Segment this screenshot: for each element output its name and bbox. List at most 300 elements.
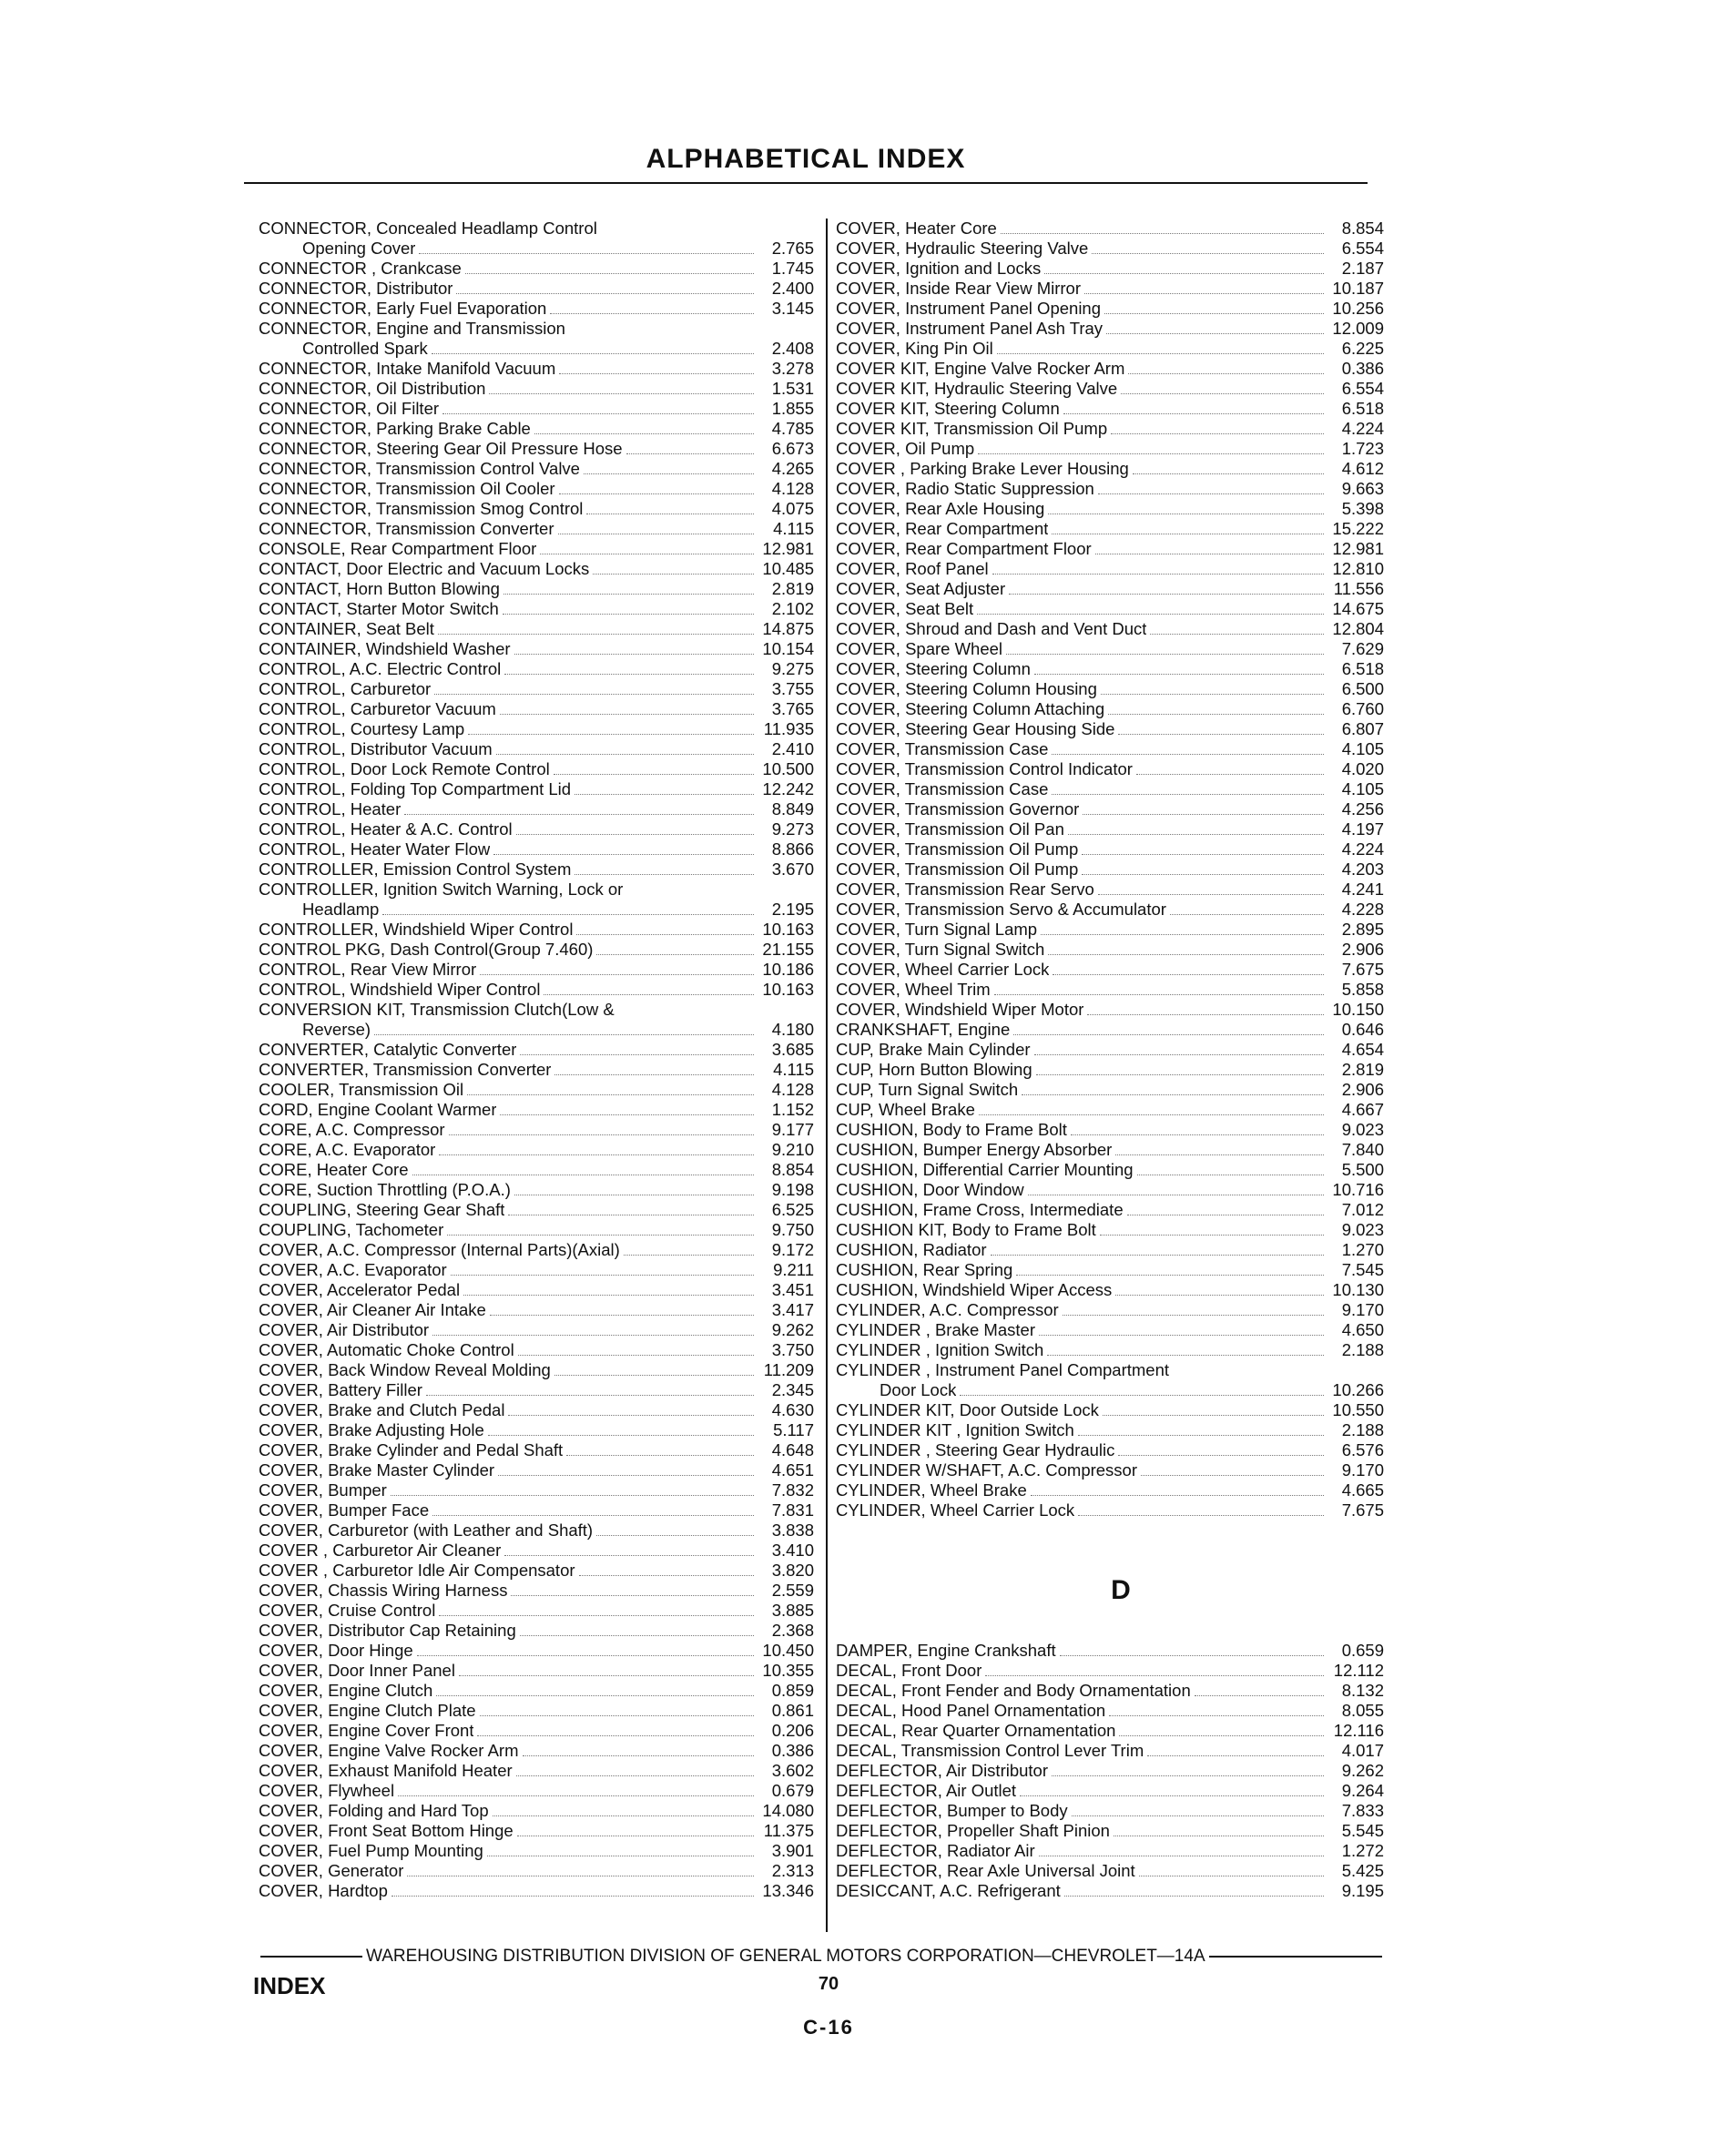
entry-label: COVER, A.C. Compressor (Internal Parts)(Axial)	[259, 1239, 620, 1259]
index-entry	[259, 940, 814, 960]
entry-label: CUSHION, Rear Spring	[836, 1260, 1013, 1279]
entry-page-ref: 1.531	[771, 378, 814, 398]
entry-label: CONSOLE, Rear Compartment Floor	[259, 538, 537, 558]
entry-page-ref: 10.500	[762, 758, 814, 778]
index-entry	[836, 1320, 1384, 1340]
dot-leader	[1141, 1475, 1324, 1476]
entry-page-ref: 4.128	[771, 478, 814, 498]
dot-leader	[1063, 1315, 1324, 1316]
index-entry	[259, 299, 814, 319]
dot-leader	[508, 1415, 754, 1416]
entry-page-ref: 7.012	[1341, 1200, 1384, 1219]
entry-label: COVER, Shroud and Dash and Vent Duct	[836, 619, 1147, 638]
entry-page-ref: 7.831	[771, 1500, 814, 1520]
entry-label: COVER, Air Cleaner Air Intake	[259, 1299, 486, 1319]
entry-page-ref: 3.410	[771, 1540, 814, 1560]
entry-page-ref: 0.386	[1341, 359, 1384, 378]
entry-page-ref: 10.450	[762, 1640, 814, 1660]
entry-page-ref: 1.745	[771, 258, 814, 278]
dot-leader	[1072, 1815, 1324, 1816]
entry-label: CONTROL, Distributor Vacuum	[259, 738, 493, 758]
entry-page-ref: 9.210	[771, 1139, 814, 1159]
entry-label: CYLINDER , Steering Gear Hydraulic	[836, 1439, 1115, 1459]
entry-label: COVER, Transmission Case	[836, 779, 1049, 798]
dot-leader	[554, 1074, 754, 1075]
dot-leader	[1083, 814, 1324, 815]
entry-label: COVER, Instrument Panel Opening	[836, 299, 1102, 318]
entry-page-ref: 12.009	[1332, 319, 1384, 338]
entry-page-ref: 11.556	[1333, 579, 1384, 598]
dot-leader	[1136, 774, 1324, 775]
entry-label: CORE, A.C. Evaporator	[259, 1139, 436, 1159]
entry-label: COVER, Radio Static Suppression	[836, 479, 1094, 498]
section-letter-heading: D	[1111, 1574, 1131, 1605]
entry-page-ref: 3.451	[771, 1279, 814, 1299]
index-entry	[836, 1480, 1384, 1500]
entry-page-ref: 2.102	[771, 598, 814, 618]
dot-leader	[566, 1455, 754, 1456]
dot-leader	[1104, 313, 1324, 314]
entry-page-ref: 3.685	[771, 1039, 814, 1059]
index-entry	[836, 619, 1384, 639]
index-entry	[259, 1480, 814, 1500]
entry-label: CUSHION KIT, Body to Frame Bolt	[836, 1220, 1096, 1239]
dot-leader	[1052, 754, 1324, 755]
index-entry	[836, 1100, 1384, 1120]
index-entry	[259, 219, 814, 239]
index-entry	[836, 1180, 1384, 1200]
index-entry	[836, 1200, 1384, 1220]
index-entry	[836, 259, 1384, 279]
entry-page-ref: 6.500	[1341, 679, 1384, 698]
entry-label: CUP, Horn Button Blowing	[836, 1060, 1032, 1079]
entry-label: CORE, A.C. Compressor	[259, 1119, 445, 1139]
entry-label: CONVERTER, Catalytic Converter	[259, 1039, 517, 1059]
entry-page-ref: 8.854	[1341, 219, 1384, 238]
entry-page-ref: 2.313	[771, 1860, 814, 1880]
entry-page-ref: 6.518	[1341, 659, 1384, 678]
index-entry	[259, 1120, 814, 1140]
dot-leader	[1087, 1014, 1324, 1015]
dot-leader	[1034, 1054, 1324, 1055]
entry-page-ref: 12.112	[1333, 1660, 1384, 1680]
entry-label: COVER, Steering Column	[836, 659, 1031, 678]
entry-page-ref: 9.275	[771, 658, 814, 678]
index-list-d	[836, 1641, 1384, 1901]
entry-label: COVER, Oil Pump	[836, 439, 975, 458]
index-entry	[836, 900, 1384, 920]
dot-leader	[991, 1255, 1324, 1256]
dot-leader	[1063, 413, 1324, 414]
entry-page-ref: 2.765	[771, 238, 814, 258]
column-divider	[826, 219, 828, 1932]
entry-page-ref: 9.170	[1341, 1459, 1384, 1480]
entry-page-ref: 9.023	[1341, 1120, 1384, 1139]
index-entry	[836, 479, 1384, 499]
index-entry	[259, 1460, 814, 1480]
index-entry	[259, 1541, 814, 1561]
entry-label: CYLINDER KIT , Ignition Switch	[836, 1419, 1074, 1439]
entry-label: CONTROL, Rear View Mirror	[259, 959, 477, 979]
entry-label: DECAL, Front Door	[836, 1660, 982, 1680]
dot-leader	[432, 1515, 754, 1516]
index-entry	[836, 379, 1384, 399]
entry-label: COVER , Carburetor Idle Air Compensator	[259, 1560, 575, 1580]
entry-page-ref: 4.241	[1341, 880, 1384, 899]
dot-leader	[1115, 1154, 1324, 1155]
index-entry	[259, 1000, 814, 1020]
dot-leader	[459, 1675, 754, 1676]
dot-leader	[1106, 333, 1324, 334]
index-entry	[259, 1220, 814, 1240]
dot-leader	[489, 393, 754, 394]
entry-label: DAMPER, Engine Crankshaft	[836, 1640, 1056, 1660]
dot-leader	[382, 914, 754, 915]
index-entry	[836, 639, 1384, 659]
dot-leader	[391, 1495, 754, 1496]
entry-label: CYLINDER , Ignition Switch	[836, 1340, 1044, 1359]
dot-leader	[1006, 654, 1324, 655]
dot-leader	[584, 473, 754, 474]
entry-page-ref: 7.832	[771, 1480, 814, 1500]
entry-label: DEFLECTOR, Rear Axle Universal Joint	[836, 1860, 1135, 1880]
entry-label: CUSHION, Windshield Wiper Access	[836, 1280, 1113, 1299]
entry-page-ref: 12.804	[1332, 619, 1384, 638]
entry-page-ref: 4.630	[771, 1399, 814, 1419]
dot-leader	[559, 373, 754, 374]
sheet-code: C-16	[803, 2016, 854, 2039]
entry-label: COVER, Seat Adjuster	[836, 579, 1006, 598]
page-title: ALPHABETICAL INDEX	[646, 144, 966, 174]
index-entry	[836, 1260, 1384, 1280]
dot-leader	[1098, 493, 1324, 494]
dot-leader	[1121, 393, 1324, 394]
entry-label: CONTROL PKG, Dash Control(Group 7.460)	[259, 939, 594, 959]
entry-label: CONNECTOR, Parking Brake Cable	[259, 418, 531, 438]
dot-leader	[1098, 894, 1324, 895]
index-entry	[259, 319, 814, 339]
entry-page-ref: 3.820	[771, 1560, 814, 1580]
index-entry	[836, 699, 1384, 719]
entry-label: CUSHION, Body to Frame Bolt	[836, 1120, 1067, 1139]
index-entry	[259, 1280, 814, 1300]
index-entry	[836, 1861, 1384, 1881]
entry-page-ref: 3.750	[771, 1339, 814, 1359]
entry-page-ref: 9.023	[1341, 1220, 1384, 1239]
index-entry	[836, 880, 1384, 900]
entry-label: COVER, Fuel Pump Mounting	[259, 1840, 483, 1860]
entry-page-ref: 9.750	[771, 1219, 814, 1239]
entry-label: CONVERSION KIT, Transmission Clutch(Low &	[259, 999, 615, 1019]
entry-page-ref: 4.654	[1341, 1040, 1384, 1059]
dot-leader	[468, 734, 754, 735]
entry-label: CONNECTOR, Oil Filter	[259, 398, 440, 418]
entry-page-ref: 2.895	[1341, 920, 1384, 939]
entry-page-ref: 9.262	[1341, 1760, 1384, 1780]
entry-page-ref: 1.723	[1341, 439, 1384, 458]
index-entry	[259, 259, 814, 279]
index-entry	[259, 519, 814, 539]
dot-leader	[500, 1114, 754, 1115]
index-entry	[259, 799, 814, 819]
entry-page-ref: 11.375	[763, 1820, 814, 1840]
index-entry	[259, 479, 814, 499]
entry-label: COVER, Heater Core	[836, 219, 997, 238]
entry-label: CRANKSHAFT, Engine	[836, 1020, 1011, 1039]
entry-label: COVER, Turn Signal Lamp	[836, 920, 1038, 939]
entry-label: CONNECTOR, Oil Distribution	[259, 378, 486, 398]
index-entry	[259, 1641, 814, 1661]
index-entry	[259, 739, 814, 759]
dot-leader	[593, 574, 754, 575]
entry-label: Controlled Spark	[302, 338, 428, 358]
section-label: INDEX	[253, 1972, 326, 1999]
entry-page-ref: 5.117	[773, 1419, 814, 1439]
entry-label: COVER, Spare Wheel	[836, 639, 1003, 658]
entry-page-ref: 9.273	[771, 819, 814, 839]
index-entry	[836, 279, 1384, 299]
index-entry	[836, 599, 1384, 619]
entry-label: CONNECTOR, Distributor	[259, 278, 453, 298]
index-entry	[259, 1681, 814, 1701]
entry-label: CONTROLLER, Windshield Wiper Control	[259, 919, 574, 939]
entry-label: COVER, Transmission Servo & Accumulator	[836, 900, 1166, 919]
entry-label: Door Lock	[880, 1379, 957, 1399]
index-entry	[836, 659, 1384, 679]
dot-leader	[523, 1755, 755, 1756]
dot-leader	[1036, 1074, 1324, 1075]
entry-page-ref: 8.132	[1341, 1680, 1384, 1700]
entry-page-ref: 0.861	[771, 1700, 814, 1720]
index-entry	[836, 1500, 1384, 1520]
entry-page-ref: 14.080	[762, 1800, 814, 1820]
dot-leader	[520, 1054, 754, 1055]
entry-label: CONNECTOR, Steering Gear Oil Pressure Hose	[259, 438, 623, 458]
entry-page-ref: 5.425	[1341, 1860, 1384, 1880]
entry-page-ref: 3.602	[771, 1760, 814, 1780]
entry-page-ref: 4.105	[1341, 739, 1384, 758]
index-entry	[836, 579, 1384, 599]
entry-label: COVER, Accelerator Pedal	[259, 1279, 461, 1299]
index-entry	[836, 1340, 1384, 1360]
index-entry	[259, 1060, 814, 1080]
dot-leader	[467, 1094, 754, 1095]
entry-label: CONTROL, Heater & A.C. Control	[259, 819, 513, 839]
dot-leader	[516, 1775, 754, 1776]
entry-page-ref: 10.187	[1332, 279, 1384, 298]
dot-leader	[1053, 974, 1324, 975]
entry-page-ref: 4.785	[771, 418, 814, 438]
entry-page-ref: 0.206	[771, 1720, 814, 1740]
entry-label: CYLINDER, Wheel Carrier Lock	[836, 1500, 1075, 1520]
dot-leader	[490, 1315, 754, 1316]
dot-leader	[504, 674, 754, 675]
dot-leader	[404, 814, 754, 815]
dot-leader	[434, 694, 754, 695]
dot-leader	[1100, 1235, 1324, 1236]
entry-page-ref: 2.188	[1341, 1419, 1384, 1439]
index-entry	[259, 1621, 814, 1641]
entry-label: CONNECTOR, Engine and Transmission	[259, 318, 565, 338]
entry-page-ref: 10.266	[1332, 1379, 1384, 1399]
entry-label: CONNECTOR, Transmission Oil Cooler	[259, 478, 555, 498]
index-entry	[836, 1881, 1384, 1901]
entry-label: DESICCANT, A.C. Refrigerant	[836, 1880, 1061, 1900]
dot-leader	[1128, 373, 1324, 374]
entry-page-ref: 4.651	[771, 1459, 814, 1480]
index-entry	[259, 399, 814, 419]
entry-label: COVER, Rear Compartment Floor	[836, 539, 1092, 558]
entry-page-ref: 4.197	[1341, 819, 1384, 839]
dot-leader	[439, 1615, 754, 1616]
entry-page-ref: 12.242	[762, 778, 814, 798]
index-entry	[836, 1781, 1384, 1801]
dot-leader	[500, 714, 754, 715]
index-entry	[836, 1220, 1384, 1240]
entry-page-ref: 9.211	[773, 1259, 814, 1279]
dot-leader	[1052, 794, 1324, 795]
index-entry	[836, 1240, 1384, 1260]
entry-page-ref: 4.017	[1341, 1740, 1384, 1760]
entry-page-ref: 10.186	[762, 959, 814, 979]
entry-label: COVER, Brake Master Cylinder	[259, 1459, 495, 1480]
dot-leader	[544, 994, 754, 995]
index-entry	[259, 1881, 814, 1901]
index-entry	[259, 839, 814, 859]
entry-page-ref: 4.650	[1341, 1320, 1384, 1339]
index-entry	[259, 619, 814, 639]
dot-leader	[392, 1896, 754, 1897]
entry-page-ref: 9.172	[771, 1239, 814, 1259]
dot-leader	[480, 974, 754, 975]
entry-label: CONTROL, Windshield Wiper Control	[259, 979, 541, 999]
dot-leader	[977, 614, 1324, 615]
dot-leader	[516, 834, 754, 835]
index-entry	[836, 1420, 1384, 1440]
entry-page-ref: 10.485	[762, 558, 814, 578]
entry-label: COVER, Engine Clutch Plate	[259, 1700, 476, 1720]
entry-page-ref: 3.278	[771, 358, 814, 378]
index-entry	[259, 279, 814, 299]
index-entry	[259, 1200, 814, 1220]
dot-leader	[1048, 954, 1324, 955]
dot-leader	[488, 1435, 754, 1436]
dot-leader	[456, 293, 754, 294]
entry-page-ref: 4.256	[1341, 799, 1384, 819]
entry-page-ref: 4.228	[1341, 900, 1384, 919]
dot-leader	[447, 1235, 754, 1236]
index-entry	[836, 539, 1384, 559]
entry-page-ref: 13.346	[762, 1880, 814, 1900]
entry-page-ref: 10.130	[1332, 1280, 1384, 1299]
entry-label: DEFLECTOR, Radiator Air	[836, 1840, 1035, 1860]
index-entry	[259, 419, 814, 439]
index-entry	[836, 459, 1384, 479]
index-entry	[836, 839, 1384, 859]
index-entry	[836, 1460, 1384, 1480]
dot-leader	[1047, 1355, 1324, 1356]
entry-label: COVER, King Pin Oil	[836, 339, 993, 358]
dot-leader	[534, 433, 754, 434]
entry-label: COVER, Distributor Cap Retaining	[259, 1620, 516, 1640]
index-entry	[259, 1561, 814, 1581]
entry-label: COVER, Flywheel	[259, 1780, 395, 1800]
entry-page-ref: 7.833	[1341, 1800, 1384, 1820]
dot-leader	[1078, 1515, 1324, 1516]
index-entry	[836, 819, 1384, 839]
index-entry	[259, 539, 814, 559]
dot-leader	[1068, 834, 1324, 835]
entry-label: COVER, Ignition and Locks	[836, 259, 1042, 278]
dot-leader	[1133, 473, 1324, 474]
dot-leader	[520, 1635, 754, 1636]
index-entry	[836, 399, 1384, 419]
dot-leader	[1118, 734, 1324, 735]
dot-leader	[1103, 1415, 1324, 1416]
index-entry	[259, 639, 814, 659]
entry-page-ref: 4.128	[771, 1079, 814, 1099]
dot-leader	[1001, 233, 1324, 234]
index-entry	[259, 1801, 814, 1821]
entry-label: COVER, Steering Gear Housing Side	[836, 719, 1115, 738]
entry-label: CYLINDER W/SHAFT, A.C. Compressor	[836, 1459, 1138, 1480]
index-entry	[259, 980, 814, 1000]
entry-page-ref: 6.554	[1341, 379, 1384, 398]
entry-page-ref: 2.187	[1341, 259, 1384, 278]
dot-leader	[579, 1575, 754, 1576]
entry-label: CYLINDER KIT, Door Outside Lock	[836, 1399, 1099, 1419]
index-column-right	[836, 219, 1384, 1901]
index-entry	[259, 1240, 814, 1260]
index-entry	[836, 940, 1384, 960]
index-entry	[259, 1440, 814, 1460]
index-entry	[259, 1320, 814, 1340]
dot-leader	[514, 654, 754, 655]
index-entry	[259, 1581, 814, 1601]
index-entry	[836, 1681, 1384, 1701]
index-entry	[836, 739, 1384, 759]
dot-leader	[432, 1335, 754, 1336]
entry-page-ref: 2.410	[771, 738, 814, 758]
index-entry	[836, 1801, 1384, 1821]
dot-leader	[550, 313, 754, 314]
index-entry	[259, 1180, 814, 1200]
index-entry	[836, 1280, 1384, 1300]
index-entry	[259, 1040, 814, 1060]
dot-leader	[417, 1655, 754, 1656]
entry-page-ref: 3.145	[771, 298, 814, 318]
index-entry	[259, 1861, 814, 1881]
index-entry	[836, 1440, 1384, 1460]
entry-label: COVER, Front Seat Bottom Hinge	[259, 1820, 514, 1840]
entry-page-ref: 8.849	[771, 798, 814, 819]
index-entry	[259, 859, 814, 880]
entry-page-ref: 4.115	[773, 1059, 814, 1079]
entry-label: COVER, Rear Compartment	[836, 519, 1049, 538]
entry-page-ref: 2.345	[771, 1379, 814, 1399]
dot-leader	[978, 453, 1324, 454]
dot-leader	[1118, 1455, 1324, 1456]
entry-page-ref: 4.265	[771, 458, 814, 478]
entry-label: COVER, Bumper	[259, 1480, 387, 1500]
entry-page-ref: 21.155	[762, 939, 814, 959]
entry-label: CONTROL, Carburetor Vacuum	[259, 698, 496, 718]
entry-page-ref: 10.256	[1332, 299, 1384, 318]
index-entry	[836, 679, 1384, 699]
index-entry	[259, 1520, 814, 1541]
entry-label: COVER, Hydraulic Steering Valve	[836, 239, 1089, 258]
index-entry	[259, 659, 814, 679]
